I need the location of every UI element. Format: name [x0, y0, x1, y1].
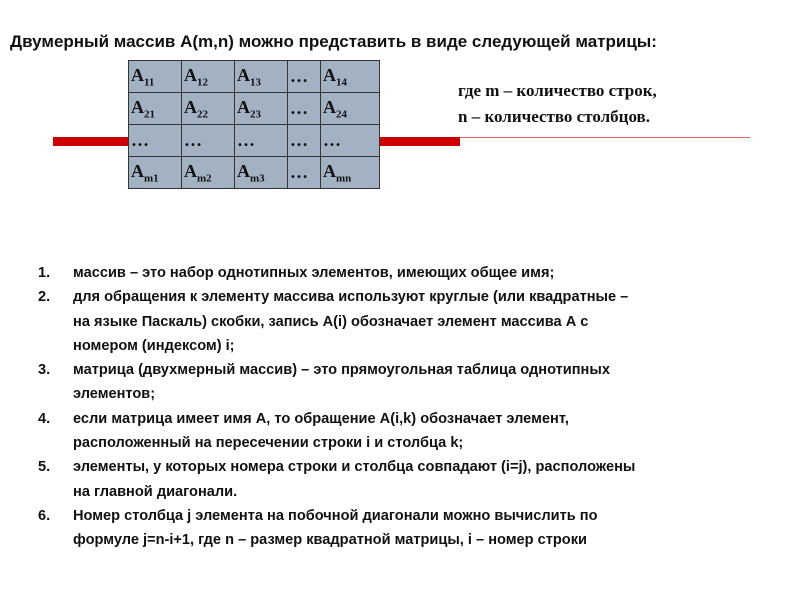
list-text: [73, 407, 569, 456]
matrix-cell: [235, 157, 288, 189]
cell-index: 22: [197, 108, 208, 121]
list-text-line: Номер столбца j элемента на побочной диагонали можно вычислить по: [73, 507, 598, 524]
cell-index: 21: [144, 108, 155, 121]
cell-index: 14: [336, 76, 347, 89]
list-number: 2.: [38, 289, 51, 306]
list-item: [38, 504, 635, 553]
cell-index: m2: [197, 172, 212, 185]
matrix-row: [129, 61, 380, 93]
list-text: [73, 261, 554, 285]
matrix-row: [129, 93, 380, 125]
list-text-line: номером (индексом) i;: [73, 337, 235, 354]
matrix-table: [128, 60, 380, 189]
cell-base: A: [323, 96, 336, 117]
cell-base: A: [237, 64, 250, 85]
matrix-cell: [288, 61, 321, 93]
matrix-cell: [235, 61, 288, 93]
red-decor-bar-left: [53, 137, 128, 146]
list-item: [38, 407, 635, 456]
definition-list: [38, 261, 635, 553]
list-number: 4.: [38, 410, 51, 427]
cell-base: A: [184, 64, 197, 85]
cell-base: A: [184, 160, 197, 181]
list-text-line: формуле j=n-i+1, где n – размер квадратной матрицы, i – номер строки: [73, 532, 587, 549]
note-line-rows: где m – количество строк,: [458, 81, 657, 100]
matrix-cell: [288, 93, 321, 125]
cell-base: A: [131, 160, 144, 181]
list-text: [73, 285, 628, 358]
cell-index: mn: [336, 172, 352, 185]
cell-base: …: [184, 130, 202, 150]
cell-base: A: [131, 64, 144, 85]
matrix-row: [129, 157, 380, 189]
matrix-cell: [288, 125, 321, 157]
cell-base: A: [323, 64, 336, 85]
cell-index: m1: [144, 172, 159, 185]
list-text-line: если матрица имеет имя A, то обращение A(i,k) обозначает элемент,: [73, 410, 569, 427]
list-number: 6.: [38, 507, 51, 524]
matrix-cell: [182, 157, 235, 189]
cell-index: 11: [144, 76, 155, 89]
cell-base: …: [290, 162, 308, 182]
matrix-cell: [129, 93, 182, 125]
cell-base: A: [184, 96, 197, 117]
list-number: 1.: [38, 265, 51, 281]
matrix-cell: [235, 125, 288, 157]
matrix-cell: [129, 125, 182, 157]
cell-index: 24: [336, 108, 347, 121]
cell-index: 23: [250, 108, 261, 121]
cell-index: 12: [197, 76, 208, 89]
matrix-cell: [182, 93, 235, 125]
list-text: [73, 358, 610, 407]
matrix-note: [458, 78, 657, 130]
list-number: 5.: [38, 459, 51, 476]
matrix-cell: [182, 125, 235, 157]
red-decor-bar-right: [379, 137, 460, 146]
slide-title: Двумерный массив A(m,n) можно представить в виде следующей матрицы:: [10, 32, 657, 51]
matrix-cell: [321, 93, 380, 125]
matrix-cell: [182, 61, 235, 93]
cell-base: …: [323, 130, 341, 150]
matrix-row: [129, 125, 380, 157]
matrix-cell: [288, 157, 321, 189]
matrix-cell: [129, 157, 182, 189]
cell-base: …: [290, 130, 308, 150]
cell-base: …: [290, 98, 308, 118]
matrix-cell: [321, 61, 380, 93]
list-text-line: элементы, у которых номера строки и столбца совпадают (i=j), расположены: [73, 459, 636, 476]
cell-base: …: [131, 130, 149, 150]
list-text: [73, 455, 635, 504]
list-text: [73, 504, 598, 553]
list-text-line: матрица (двухмерный массив) – это прямоугольная таблица однотипных: [73, 362, 610, 379]
cell-base: …: [237, 130, 255, 150]
list-number: 3.: [38, 362, 51, 379]
cell-base: …: [290, 66, 308, 86]
list-item: [38, 261, 635, 285]
list-text-line: на главной диагонали.: [73, 483, 238, 500]
matrix-cell: [129, 61, 182, 93]
cell-base: A: [131, 96, 144, 117]
note-line-cols: n – количество столбцов.: [458, 107, 650, 126]
list-item: [38, 285, 635, 358]
list-text-line: массив – это набор однотипных элементов, имеющих общее имя;: [73, 265, 555, 281]
list-text-line: элементов;: [73, 386, 156, 403]
matrix-cell: [235, 93, 288, 125]
list-text-line: расположенный на пересечении строки i и столбца k;: [73, 435, 464, 452]
list-text-line: для обращения к элементу массива используют круглые (или квадратные –: [73, 289, 629, 306]
list-text-line: на языке Паскаль) скобки, запись A(i) обозначает элемент массива А с: [73, 313, 589, 330]
cell-base: A: [237, 160, 250, 181]
cell-index: m3: [250, 172, 265, 185]
matrix-cell: [321, 125, 380, 157]
matrix-cell: [321, 157, 380, 189]
list-item: [38, 455, 635, 504]
cell-base: A: [323, 160, 336, 181]
cell-base: A: [237, 96, 250, 117]
red-divider-line: [460, 137, 750, 138]
list-item: [38, 358, 635, 407]
cell-index: 13: [250, 76, 261, 89]
